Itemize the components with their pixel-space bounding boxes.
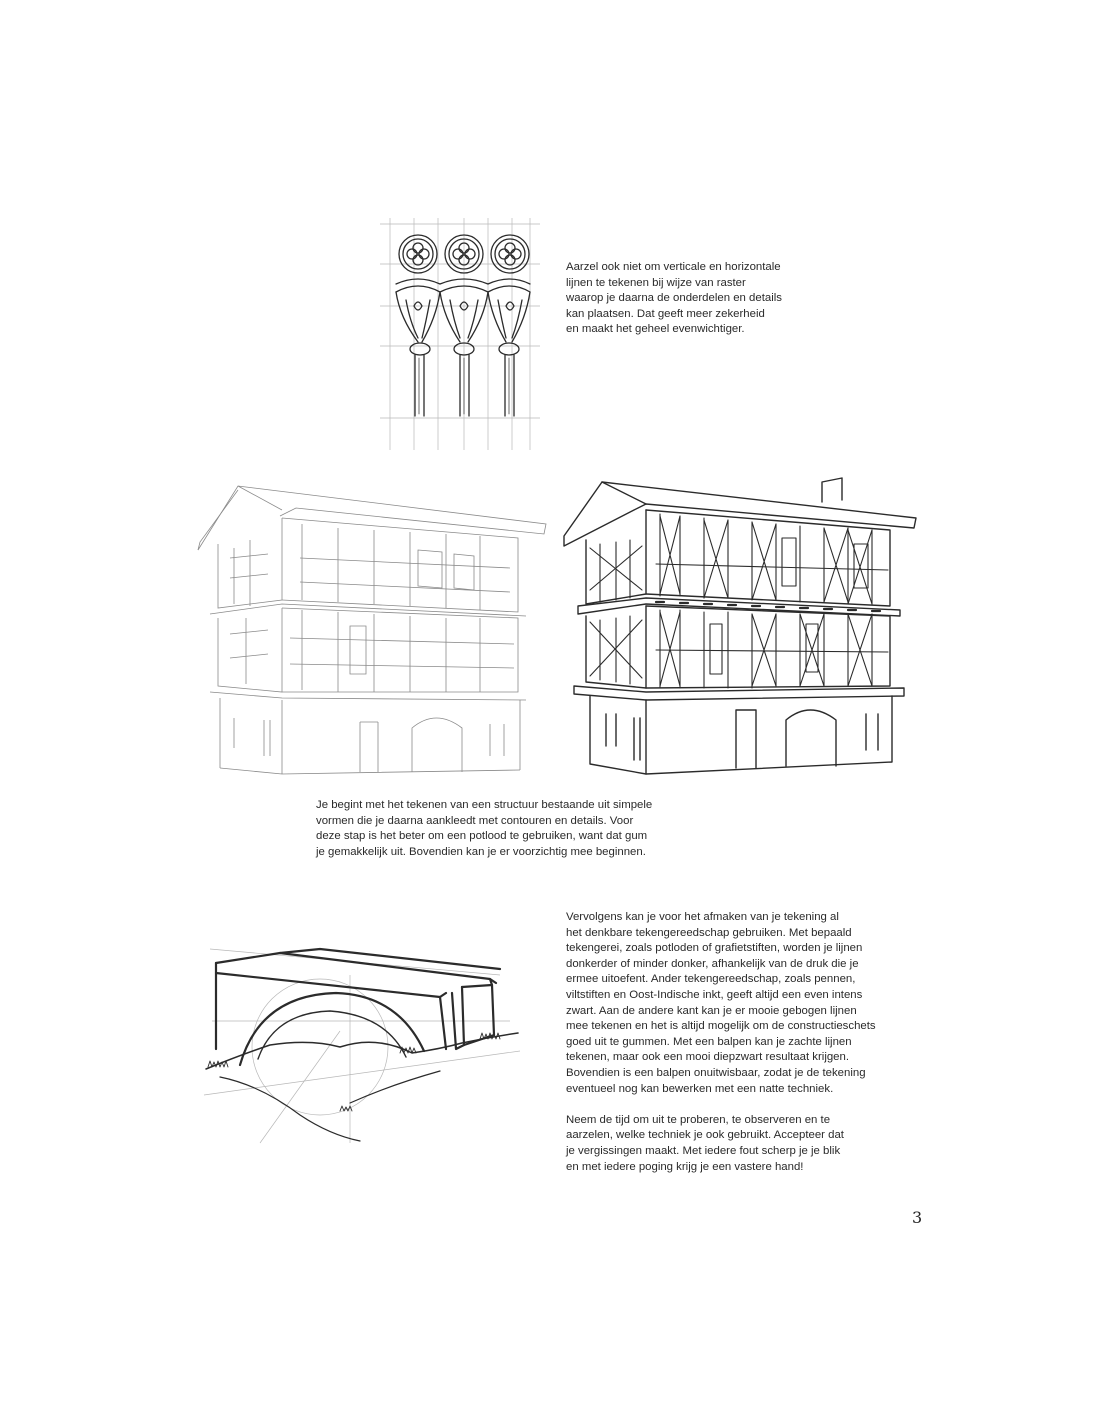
grid-caption-line: waarop je daarna de onderdelen en details	[566, 292, 782, 305]
tools-text-line: ermee uitoefent. Ander tekengereedschap, zoals pennen,	[566, 973, 856, 986]
structure-caption-line: vormen die je daarna aankleedt met contouren en details. Voor	[316, 814, 634, 827]
tools-text-line: zwart. Aan de andere kant kan je er mooie gebogen lijnen	[566, 1004, 857, 1017]
page-number: 3	[912, 1208, 923, 1227]
tools-text-line: goed uit te gummen. Met een balpen kan je zachte lijnen	[566, 1035, 852, 1048]
tools-text-line: en met iedere poging krijg je een vastere hand!	[566, 1160, 804, 1173]
grid-caption-line: Aarzel ook niet om verticale en horizontale	[566, 261, 781, 273]
structure-caption-line: Je begint met het tekenen van een structuur bestaande uit simpele	[316, 799, 653, 811]
tools-text-line: donkerder of minder donker, afhankelijk van de druk die je	[566, 957, 859, 970]
tools-text-line: tekengerei, zoals potloden of grafietstiften, worden je lijnen	[566, 942, 863, 955]
tools-text-line: Neem de tijd om uit te proberen, te observeren en te	[566, 1113, 831, 1126]
tools-text-line: aarzelen, welke techniek je ook gebruikt. Accepteer dat	[566, 1129, 844, 1142]
structure-caption-line: deze stap is het beter om een potlood te gebruiken, want dat gum	[316, 830, 648, 843]
tools-text-line: Vervolgens kan je voor het afmaken van je tekening al	[566, 911, 839, 923]
grid-caption	[566, 260, 782, 338]
tools-text-line: viltstiften en Oost-Indische inkt, geeft altijd een even intens	[566, 988, 863, 1001]
half-timbered-house-finished-sketch	[560, 474, 920, 778]
grid-caption-line: kan plaatsen. Dat geeft meer zekerheid	[566, 307, 765, 320]
grid-caption-line: lijnen te tekenen bij wijze van raster	[566, 276, 746, 289]
tools-text-line: tekenen, maar ook een mooi diepzwart resultaat krijgen.	[566, 1051, 850, 1064]
structure-caption	[316, 798, 652, 860]
tools-text-line: eventueel nog kan bewerken met een natte techniek.	[566, 1082, 834, 1095]
tools-text-line: mee tekenen en het is altijd mogelijk om de constructieschets	[566, 1020, 876, 1033]
grid-caption-line: en maakt het geheel evenwichtiger.	[566, 323, 745, 336]
tools-text	[566, 910, 876, 1175]
structure-caption-line: je gemakkelijk uit. Bovendien kan je er voorzichtig mee beginnen.	[316, 845, 646, 858]
tools-text-line: het denkbare tekengereedschap gebruiken. Met bepaald	[566, 926, 852, 939]
tools-text-line: je vergissingen maakt. Met iedere fout scherp je je blik	[566, 1144, 841, 1157]
gothic-arcade-sketch	[380, 218, 540, 450]
tools-text-line: Bovendien is een balpen onuitwisbaar, zodat je de tekening	[566, 1066, 866, 1079]
half-timbered-house-construction-sketch	[190, 478, 550, 778]
stone-bridge-sketch	[200, 935, 530, 1145]
